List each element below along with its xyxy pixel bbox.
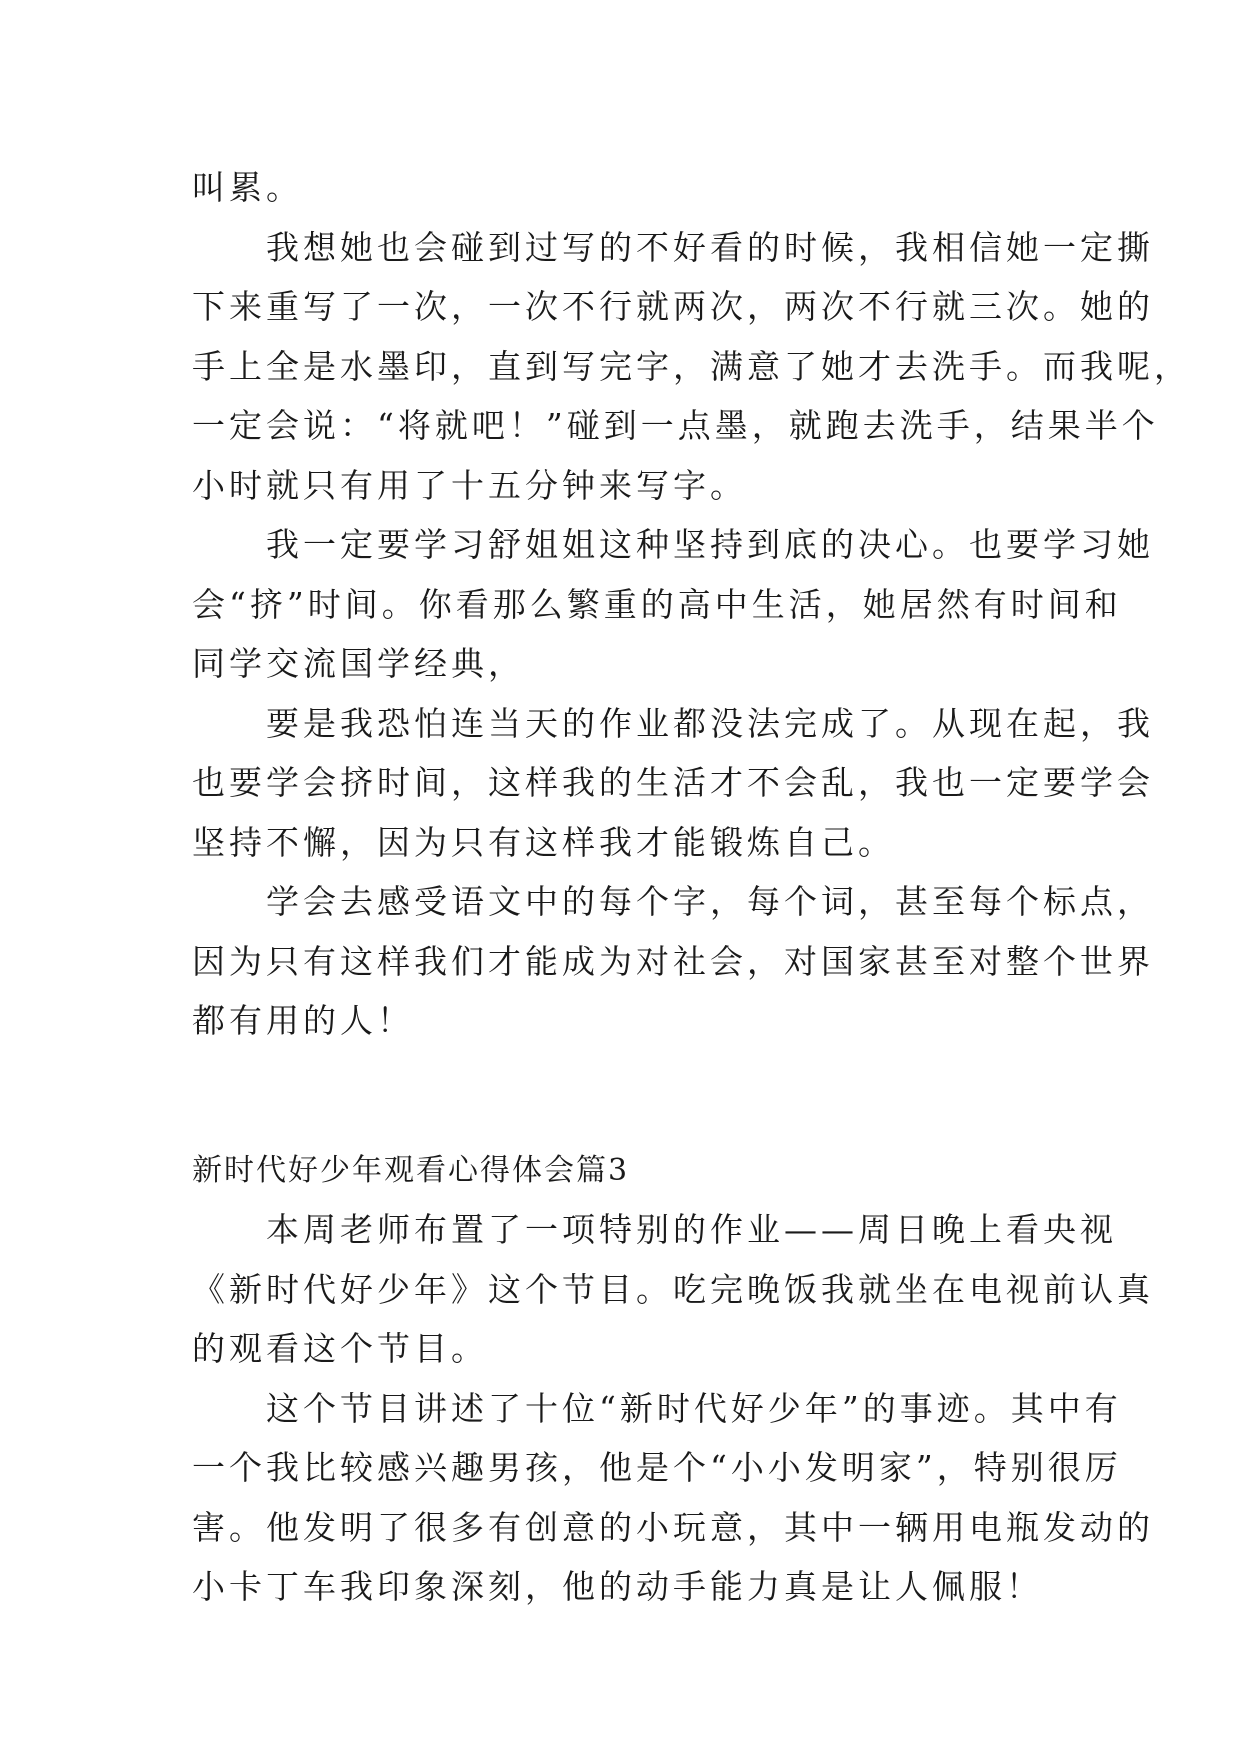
text-line: 因为只有这样我们才能成为对社会，对国家甚至对整个世界 [192, 941, 1154, 981]
paragraph-start: 我一定要学习舒姐姐这种坚持到底的决心。也要学习她 [266, 525, 1154, 564]
text-line: 一个我比较感兴趣男孩，他是个“小小发明家”，特别很厉 [192, 1448, 1122, 1487]
paragraph-start: 本周老师布置了一项特别的作业——周日晚上看央视 [266, 1210, 1117, 1249]
text-line: 会“挤”时间。你看那么繁重的高中生活，她居然有时间和 [192, 584, 1122, 624]
text-line: 小卡丁车我印象深刻，他的动手能力真是让人佩服！ [192, 1567, 1043, 1606]
paragraph-start: 学会去感受语文中的每个字，每个词，甚至每个标点， [266, 882, 1154, 921]
text-line: 害。他发明了很多有创意的小玩意，其中一辆用电瓶发动的 [192, 1507, 1154, 1547]
paragraph-start: 我想她也会碰到过写的不好看的时候，我相信她一定撕 [266, 227, 1154, 267]
text-line: 下来重写了一次，一次不行就两次，两次不行就三次。她的 [192, 287, 1154, 326]
text-line: 同学交流国学经典， [192, 644, 525, 683]
section-spacer [192, 1051, 1052, 1141]
section-title: 新时代好少年观看心得体会篇3 [192, 1152, 630, 1188]
text-line: 小时就只有用了十五分钟来写字。 [192, 465, 747, 505]
text-line: 叫累。 [192, 168, 303, 207]
paragraph-start: 要是我恐怕连当天的作业都没法完成了。从现在起，我 [266, 703, 1154, 743]
text-line: 都有用的人！ [192, 1001, 414, 1040]
text-line: 《新时代好少年》这个节目。吃完晚饭我就坐在电视前认真 [192, 1269, 1154, 1309]
text-line: 坚持不懈，因为只有这样我才能锻炼自己。 [192, 822, 895, 862]
text-line: 的观看这个节目。 [192, 1329, 488, 1368]
text-line: 一定会说：“将就吧！”碰到一点墨，就跑去洗手，结果半个 [192, 406, 1159, 445]
text-line: 手上全是水墨印，直到写完字，满意了她才去洗手。而我呢， [192, 346, 1191, 386]
paragraph-start: 这个节目讲述了十位“新时代好少年”的事迹。其中有 [266, 1388, 1122, 1428]
document-body [192, 158, 1191, 1617]
text-line: 也要学会挤时间，这样我的生活才不会乱，我也一定要学会 [192, 763, 1154, 802]
